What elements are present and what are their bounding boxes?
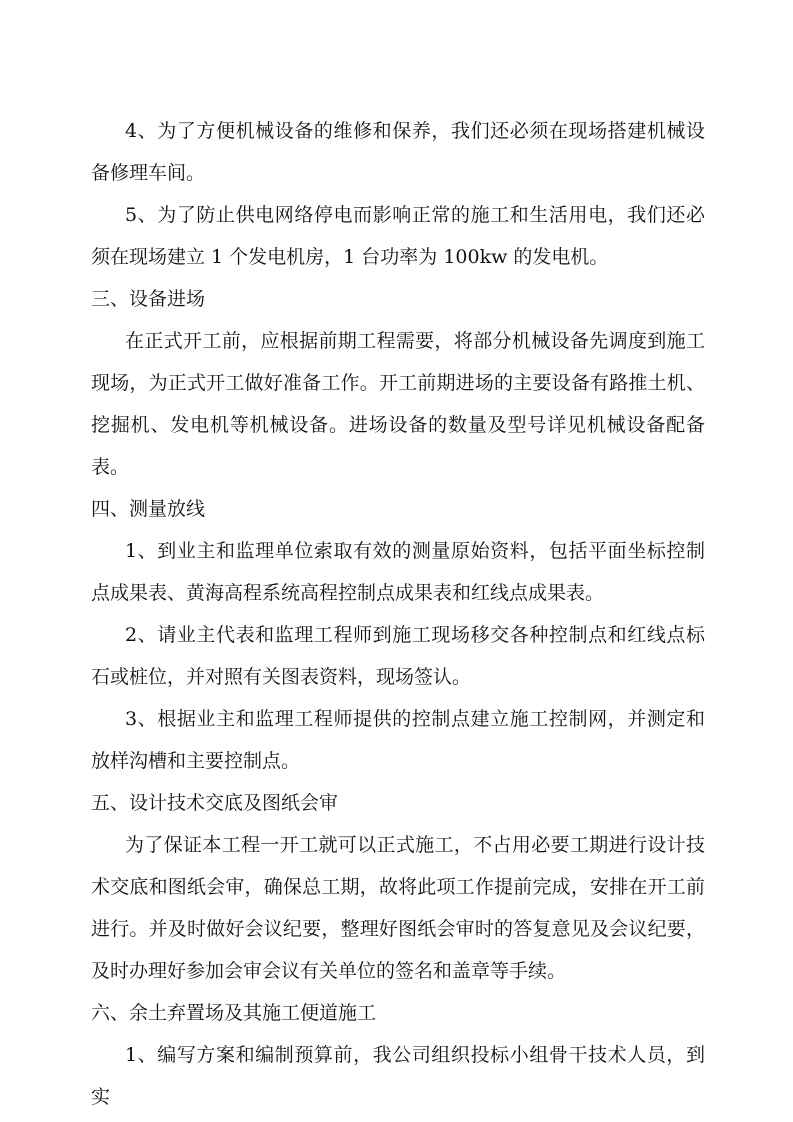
document-body [91, 110, 705, 1118]
section-heading-equipment-entry: 三、设备进场 [91, 288, 206, 310]
paragraph-spoil-disposal: 1、编写方案和编制预算前，我公司组织投标小组骨干技术人员，到实 [91, 1044, 705, 1108]
paragraph-control-network: 3、根据业主和监理工程师提供的控制点建立施工控制网，并测定和放样沟槽和主要控制点。 [91, 708, 705, 772]
paragraph-control-point-handover: 2、请业主代表和监理工程师到施工现场移交各种控制点和红线点标石或桩位，并对照有关图表资料，现场签认。 [91, 624, 705, 688]
paragraph-survey-data: 1、到业主和监理单位索取有效的测量原始资料，包括平面坐标控制点成果表、黄海高程系统高程控制点成果表和红线点成果表。 [91, 540, 705, 604]
paragraph-machine-repair-workshop: 4、为了方便机械设备的维修和保养，我们还必须在现场搭建机械设备修理车间。 [91, 120, 705, 184]
section-heading-survey-layout: 四、测量放线 [91, 498, 206, 520]
section-heading-design-disclosure: 五、设计技术交底及图纸会审 [91, 792, 339, 814]
paragraph-equipment-entry: 在正式开工前，应根据前期工程需要，将部分机械设备先调度到施工现场，为正式开工做好准备工作。开工前期进场的主要设备有路推土机、挖掘机、发电机等机械设备。进场设备的数量及型号详见机械设备配备表。 [91, 330, 705, 478]
paragraph-design-disclosure: 为了保证本工程一开工就可以正式施工，不占用必要工期进行设计技术交底和图纸会审，确保总工期，故将此项工作提前完成，安排在开工前进行。并及时做好会议纪要，整理好图纸会审时的答复意见及会议纪要，及时办理好参加会审会议有关单位的签名和盖章等手续。 [91, 834, 705, 982]
paragraph-generator-room: 5、为了防止供电网络停电而影响正常的施工和生活用电，我们还必须在现场建立 1 个发电机房，1 台功率为 100kw 的发电机。 [91, 204, 705, 268]
section-heading-spoil-disposal: 六、余土弃置场及其施工便道施工 [91, 1002, 377, 1024]
